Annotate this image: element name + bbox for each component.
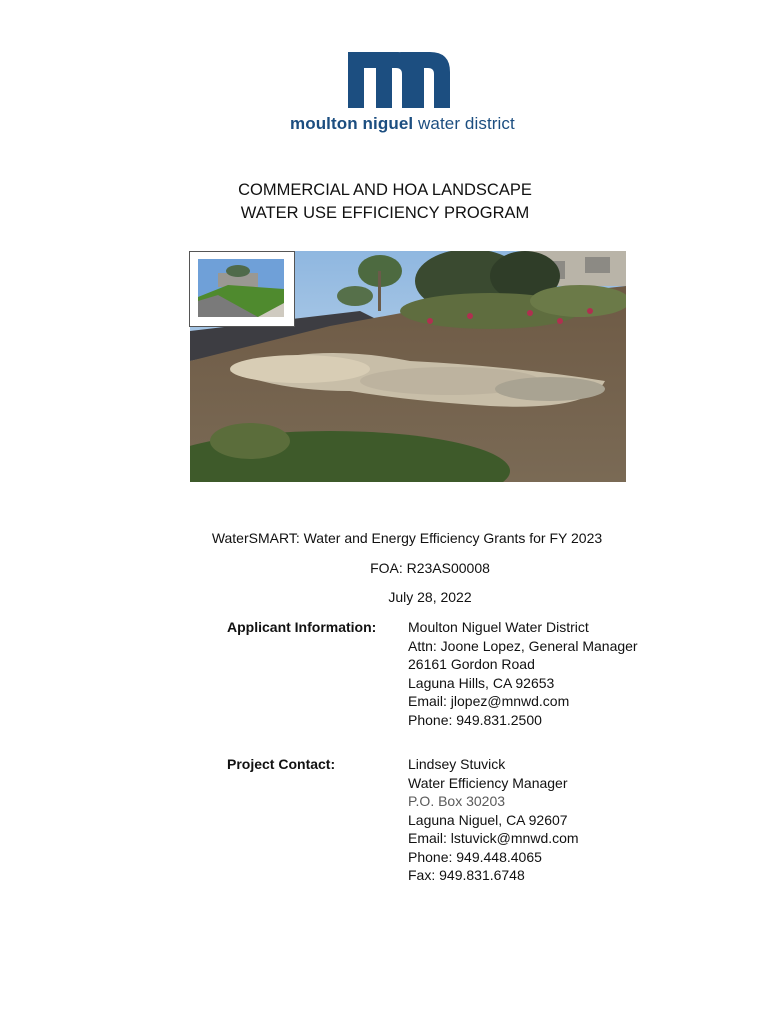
contact-line: Email: lstuvick@mnwd.com: [408, 830, 579, 846]
contact-details: [408, 755, 579, 885]
applicant-line: Attn: Joone Lopez, General Manager: [408, 637, 638, 654]
program-title-line2: WATER USE EFFICIENCY PROGRAM: [240, 204, 530, 222]
foa-number: FOA: R23AS00008: [370, 560, 490, 576]
inset-photo-frame: [189, 251, 295, 327]
applicant-line: Email: jlopez@mnwd.com: [408, 693, 570, 709]
applicant-line: Moulton Niguel Water District: [408, 619, 589, 635]
applicant-label: Applicant Information:: [227, 619, 377, 635]
submission-date: July 28, 2022: [388, 589, 472, 605]
contact-line: Lindsey Stuvick: [408, 756, 506, 772]
applicant-line: Laguna Hills, CA 92653: [408, 674, 555, 691]
applicant-line: Phone: 949.831.2500: [408, 711, 542, 728]
contact-line: Laguna Niguel, CA 92607: [408, 811, 568, 828]
logo-wordmark: [290, 114, 526, 134]
contact-line: P.O. Box 30203: [408, 793, 506, 809]
contact-line: Phone: 949.448.4065: [408, 848, 542, 865]
applicant-details: [408, 618, 638, 729]
district-logo: [288, 48, 526, 140]
inset-photo: [198, 259, 284, 317]
program-title-line1: COMMERCIAL AND HOA LANDSCAPE: [238, 181, 532, 199]
contact-line: Water Efficiency Manager: [408, 774, 568, 791]
contact-line: Fax: 949.831.6748: [408, 867, 525, 883]
mnwd-m-logo-icon: [348, 48, 452, 108]
logo-brand-bold: moulton niguel: [290, 114, 414, 133]
logo-brand-light: water district: [413, 114, 515, 133]
applicant-line: 26161 Gordon Road: [408, 656, 535, 672]
contact-label: Project Contact:: [227, 756, 336, 772]
grant-title: WaterSMART: Water and Energy Efficiency Grants for FY 2023: [211, 530, 603, 546]
